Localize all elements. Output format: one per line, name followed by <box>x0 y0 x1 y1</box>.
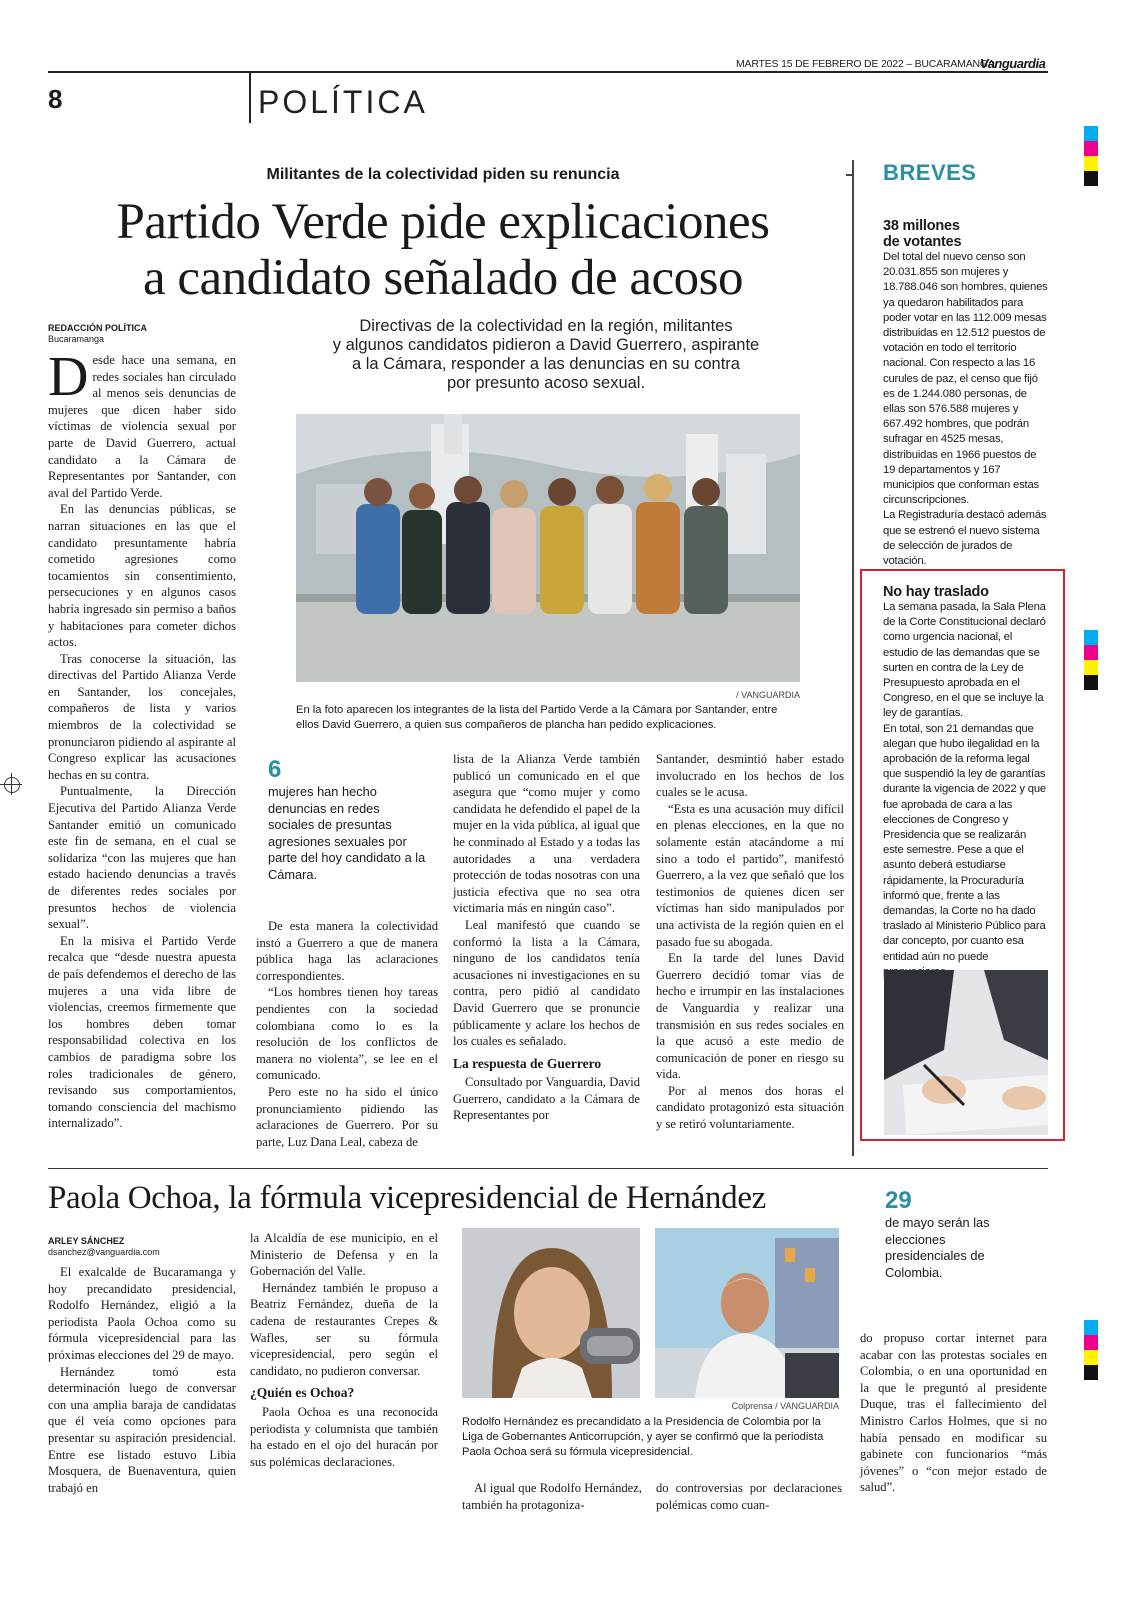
paragraph: Tras conocerse la situación, las directivas del Partido Alianza Verde en Santander, los concejales, compañeros de lista y varios miembros de la colectividad se pronunciaron pidiendo al aspirante al Congreso explicar las acusaciones hechas en su contra. <box>48 651 236 782</box>
article-column-3 <box>453 751 640 1124</box>
registration-black <box>1084 1365 1098 1380</box>
signing-illustration <box>884 970 1048 1135</box>
article-column-4 <box>656 751 844 1133</box>
registration-crosshair <box>4 777 20 793</box>
paragraph: “Esta es una acusación muy difícil en plenas elecciones, en la que no solamente están atacándome a mí sino a todo el partido”, manifestó Guerrero, a la vez que señaló que los testimonios de quienes dicen ser víctimas han sido manipulados por una activista de la región quien en el pasado fue su abogada. <box>656 801 844 949</box>
main-photo <box>296 414 800 682</box>
registration-black <box>1084 675 1098 690</box>
paragraph: Puntualmente, la Dirección Ejecutiva del Partido Alianza Verde Santander emitió un comunicado este fin de semana, en el cual se solidariza “con las mujeres que han estado haciendo denuncias a través de diferentes redes sociales por presuntos hechos de violencia sexual”. <box>48 784 236 932</box>
stat-number: 6 <box>268 756 282 783</box>
paragraph: esde hace una semana, en redes sociales han circulado al menos seis denuncias de mujeres que dicen haber sido víctimas de violencia sexual por parte de David Guerrero, actual candidato a la Cámara de Representantes por Santander, con aval del Partido Verde. <box>48 353 236 500</box>
portrait-photo-ochoa <box>462 1228 640 1398</box>
paragraph: do controversias por declaraciones polémicas como cuan- <box>656 1481 842 1512</box>
second-column-1 <box>48 1264 236 1496</box>
second-stat-number: 29 <box>885 1187 912 1214</box>
paragraph: Santander, desmintió haber estado involucrado en los hechos de los cuales se le acusa. <box>656 752 844 800</box>
lead-line-4: por presunto acoso sexual. <box>446 374 646 392</box>
second-stat-text: de mayo serán las elecciones presidenciales de Colombia. <box>885 1215 990 1280</box>
registration-magenta <box>1084 1335 1098 1350</box>
headline-line-2: a candidato señalado de acoso <box>142 250 744 306</box>
second-photo-credit: Colprensa / VANGUARDIA <box>731 1401 839 1411</box>
byline-email: dsanchez@vanguardia.com <box>48 1247 160 1257</box>
paragraph: Por al menos dos horas el candidato protagonizó esta situación y se retiró voluntariamente. <box>656 1083 844 1132</box>
paragraph: El exalcalde de Bucaramanga y hoy precandidato presidencial, Rodolfo Hernández, eligió a la periodista Paola Ochoa como su fórmula vicepresidencial para las próximas elecciones del 29 de mayo. <box>48 1265 236 1362</box>
registration-cyan <box>1084 630 1098 645</box>
registration-cyan <box>1084 126 1098 141</box>
second-column-3 <box>462 1480 642 1513</box>
brief-title: No hay traslado <box>883 584 989 600</box>
subhead: ¿Quién es Ochoa? <box>250 1385 355 1401</box>
second-headline: Paola Ochoa, la fórmula vicepresidencial de Hernández <box>48 1180 767 1216</box>
brief-item-traslado <box>883 584 1048 980</box>
lead-line-1: Directivas de la colectividad en la región, militantes <box>359 317 733 335</box>
paragraph: En la misiva el Partido Verde recalca que “desde nuestra apuesta de país defendemos el derecho de las mujeres a una vida libre de violencias, creemos firmemente que los hombres deben tomar responsabilidad colectiva en los cambios de paradigma sobre los roles tradicionales de género, revisando sus comportamientos, tomando consciencia del machismo internalizado”. <box>48 933 236 1131</box>
registration-yellow <box>1084 156 1098 171</box>
signing-photo <box>884 970 1048 1135</box>
brand-logo: Vanguardia <box>980 56 1046 71</box>
second-byline <box>48 1236 160 1258</box>
second-column-2 <box>250 1230 438 1470</box>
portrait-photo-hernandez <box>655 1228 839 1398</box>
hernandez-portrait-illustration <box>655 1228 839 1398</box>
section-rule <box>48 1168 1048 1169</box>
article-headline <box>48 194 838 306</box>
photo-credit: / VANGUARDIA <box>736 690 800 700</box>
subhead: La respuesta de Guerrero <box>453 1055 602 1071</box>
headline-line-1: Partido Verde pide explicaciones <box>116 194 770 250</box>
paragraph: Al igual que Rodolfo Hernández, también ha protagoniza- <box>462 1481 642 1512</box>
brief-item-votantes <box>883 218 1048 569</box>
paragraph: do propuso cortar internet para acabar con las protestas sociales en Colombia, o en una oportunidad en la que le preguntó al presidente Duque, tras el fallecimiento del Ministro Carlos Holmes, que si no había pensado en modificar su gabinete con funcionarios “más jóvenes” o “con mejor estado de salud”. <box>860 1331 1047 1495</box>
paragraph: En las denuncias públicas, se narran situaciones en las que el candidato presuntamente habría cometido agresiones como tocamientos sin consentimiento, persecuciones y en algunos casos habría ingresado sin permiso a baños y habitaciones para cometer dichos actos. <box>48 502 236 650</box>
registration-cyan <box>1084 1320 1098 1335</box>
article-kicker: Militantes de la colectividad piden su renuncia <box>266 166 620 183</box>
breves-title: BREVES <box>883 160 977 185</box>
registration-magenta <box>1084 141 1098 156</box>
section-divider <box>249 73 251 123</box>
paragraph: En total, son 21 demandas que alegan que hubo ilegalidad en la aprobación de la reforma legal que suspendió la ley de garantías durante la vigencia de 2022 y que fue aprobada de cara a las elecciones de Congreso y Presidencia que se realizarán este semestre. Pese a que el asunto deberá estudiarse rápidamente, la Procuraduría informó que, frente a las demandas, la Corte no ha dado traslado al Ministerio Público para dar concepto, por cuanto esa entidad aún no puede <box>883 722 1046 963</box>
page-number: 8 <box>48 84 63 114</box>
header-rule <box>48 71 1048 73</box>
paragraph: De esta manera la colectividad instó a Guerrero a que de manera pública haga las aclaraciones correspondientes. <box>256 919 438 983</box>
paragraph: “Los hombres tienen hoy tareas pendientes con la sociedad colombiana como lo es la resolución de los conflictos de manera no violenta”, se lee en el comunicado. <box>256 985 438 1083</box>
registration-magenta <box>1084 645 1098 660</box>
paragraph: La Registraduría destacó además que se estrenó el nuevo sistema de selección de jurados de votación. <box>883 509 1047 568</box>
group-photo-illustration <box>296 414 800 682</box>
paragraph: En la tarde del lunes David Guerrero decidió tomar vías de hecho e irrumpir en las instalaciones de Vanguardia y realizar una transmisión en sus redes sociales en la que acusó a este medio de comunicación de poner en riesgo su vida. <box>656 951 844 1082</box>
registration-yellow <box>1084 1350 1098 1365</box>
ochoa-portrait-illustration <box>462 1228 640 1398</box>
paragraph: Hernández también le propuso a Beatriz Fernández, dueña de la cadena de restaurantes Crepes & Wafles, ser su fórmula vicepresidencial, pero según el candidato, no pudieron conversar. <box>250 1280 438 1378</box>
paragraph: Pero este no ha sido el único pronunciamiento pidiendo las aclaraciones de Guerrero. Por su parte, Luz Dana Leal, cabeza de <box>256 1084 438 1149</box>
paragraph: lista de la Alianza Verde también publicó un comunicado en el que asegura que “como mujer y como candidata he defendido el papel de la mujer en la vida pública, al igual que he conminado al Estado y a todas las autoridades a una verdadera protección de todas nosotras con una justicia efectiva que no sea otra victimaria más en ningún caso”. <box>453 752 640 916</box>
second-column-4 <box>656 1480 842 1513</box>
breves-tick <box>846 174 854 176</box>
registration-crosshair-v <box>11 773 12 795</box>
drop-cap: D <box>48 346 89 408</box>
paragraph: Hernández tomó esta determinación luego de conversar con una amplia baraja de candidatas que él veía como opciones para presentar su aspiración presidencial. Entre ese listado estuvo Libia Mosquera, de Buenaventura, quien trabajó en <box>48 1364 236 1495</box>
byline-place: Bucaramanga <box>48 334 105 344</box>
breves-rule <box>852 160 854 1156</box>
photo-caption: En la foto aparecen los integrantes de la lista del Partido Verde a la Cámara por Santander, entre ellos David Guerrero, a quien sus compañeros de plancha han pedido explicaciones. <box>296 704 778 731</box>
paragraph: Leal manifestó que cuando se conformó la lista a la Cámara, ninguno de los candidatos tenía acusaciones ni investigaciones en su contra, pero pidió al candidato David Guerrero que se pronuncie públicamente y aclare los hechos de los cuales es señalado. <box>453 917 640 1049</box>
byline-name: ARLEY SÁNCHEZ <box>48 1236 125 1246</box>
byline-name: REDACCIÓN POLÍTICA <box>48 323 147 333</box>
registration-black <box>1084 171 1098 186</box>
registration-yellow <box>1084 660 1098 675</box>
dateline: MARTES 15 DE FEBRERO DE 2022 – BUCARAMANGA <box>736 58 995 70</box>
lead-line-2: y algunos candidatos pidieron a David Guerrero, aspirante <box>332 336 760 354</box>
paragraph: Consultado por Vanguardia, David Guerrero, candidato a la Cámara de Representantes por <box>453 1075 640 1123</box>
paragraph: Paola Ochoa es una reconocida periodista y columnista que también ha estado en el ojo del huracán por sus polémicas declaraciones. <box>250 1404 438 1469</box>
article-column-2 <box>256 918 438 1150</box>
section-title: POLÍTICA <box>258 84 428 120</box>
second-column-5 <box>860 1330 1047 1496</box>
paragraph: Del total del nuevo censo son 20.031.855 son mujeres y 18.788.046 son hombres, quienes ya quedaron habilitados para poder votar en las 112.009 mesas distribuidas en 12.512 puestos de votación en todo el territorio nacional. Con respecto a las 16 curules de paz, el censo que fijó es de 1.244.080 personas, de ellas son 576.588 mujeres y 667.492 hombres, que podrán sufragar en 4525 mesas, distribuidas en 1966 puestos de 19 departamentos y 167 municipios que conforman estas circunscripciones. <box>883 251 1048 507</box>
byline <box>48 323 147 345</box>
article-lead <box>296 317 796 393</box>
brief-title: 38 millones de votantes <box>883 218 962 250</box>
second-photo-caption: Rodolfo Hernández es precandidato a la Presidencia de Colombia por la Liga de Gobernantes Anticorrupción, y ayer se confirmó que la periodista Paola Ochoa será su fórmula vicepresidencial. <box>462 1416 824 1458</box>
paragraph: La semana pasada, la Sala Plena de la Corte Constitucional declaró como urgencia nacional, el estudio de las demandas que se surten en contra de la Ley de Presupuesto aprobada en el Congreso, en el que se incluye la ley de garantías. <box>883 601 1046 720</box>
article-column-1 <box>48 346 236 1132</box>
stat-text: mujeres han hecho denuncias en redes sociales de presuntas agresiones sexuales por parte del hoy candidato a la Cámara. <box>268 784 426 882</box>
lead-line-3: a la Cámara, responder a las denuncias en su contra <box>352 355 740 373</box>
paragraph: la Alcaldía de ese municipio, en el Ministerio de Defensa y en la Gobernación del Valle. <box>250 1231 438 1279</box>
